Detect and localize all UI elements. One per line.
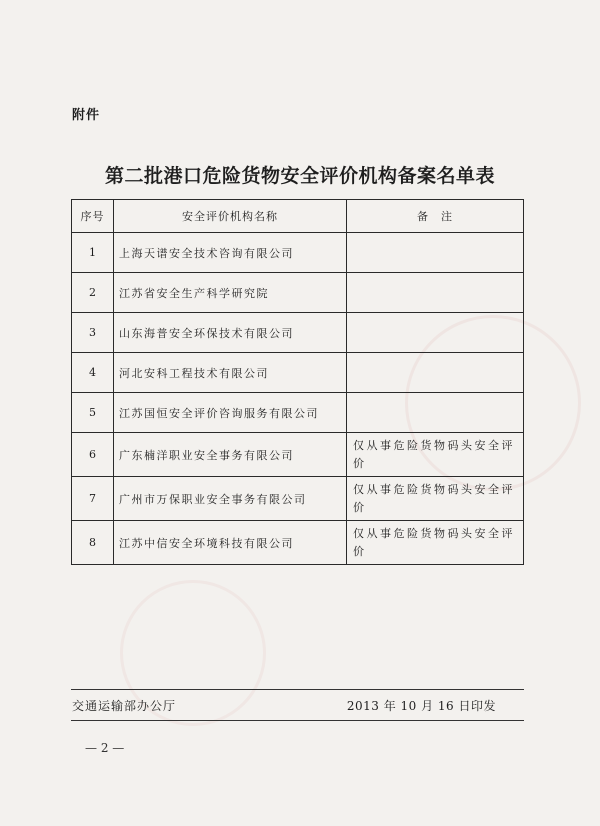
table-header-row <box>72 200 524 233</box>
org-name: 上海天谱安全技术咨询有限公司 <box>114 233 347 273</box>
table-row <box>72 477 524 521</box>
row-number: 7 <box>72 477 114 521</box>
table-row <box>72 233 524 273</box>
row-number: 2 <box>72 273 114 313</box>
remark <box>347 393 524 433</box>
row-number: 6 <box>72 433 114 477</box>
org-name: 江苏省安全生产科学研究院 <box>114 273 347 313</box>
footer-bottom-rule <box>71 720 524 721</box>
org-name: 广东楠洋职业安全事务有限公司 <box>114 433 347 477</box>
table-row <box>72 433 524 477</box>
column-header-number: 序号 <box>72 200 114 233</box>
document-title: 第二批港口危险货物安全评价机构备案名单表 <box>104 165 495 187</box>
print-date: 2013 年 10 月 16 日印发 <box>346 699 496 713</box>
remark <box>347 233 524 273</box>
table-row <box>72 521 524 565</box>
footer-top-rule <box>71 689 524 690</box>
org-name: 广州市万保职业安全事务有限公司 <box>114 477 347 521</box>
table-row <box>72 393 524 433</box>
row-number: 5 <box>72 393 114 433</box>
page-number: — 2 — <box>85 741 125 755</box>
column-header-remarks: 备 注 <box>347 200 524 233</box>
remark: 仅从事危险货物码头安全评价 <box>347 433 524 477</box>
table-row <box>72 353 524 393</box>
table-row <box>72 273 524 313</box>
org-name: 山东海普安全环保技术有限公司 <box>114 313 347 353</box>
row-number: 1 <box>72 233 114 273</box>
row-number: 8 <box>72 521 114 565</box>
org-name: 河北安科工程技术有限公司 <box>114 353 347 393</box>
column-header-org-name: 安全评价机构名称 <box>114 200 347 233</box>
table-row <box>72 313 524 353</box>
remark: 仅从事危险货物码头安全评价 <box>347 477 524 521</box>
org-name: 江苏国恒安全评价咨询服务有限公司 <box>114 393 347 433</box>
registry-table <box>71 199 524 565</box>
remark <box>347 313 524 353</box>
row-number: 3 <box>72 313 114 353</box>
remark <box>347 273 524 313</box>
remark <box>347 353 524 393</box>
row-number: 4 <box>72 353 114 393</box>
issuer: 交通运输部办公厅 <box>72 699 177 713</box>
org-name: 江苏中信安全环境科技有限公司 <box>114 521 347 565</box>
remark: 仅从事危险货物码头安全评价 <box>347 521 524 565</box>
attachment-label: 附件 <box>72 108 101 123</box>
